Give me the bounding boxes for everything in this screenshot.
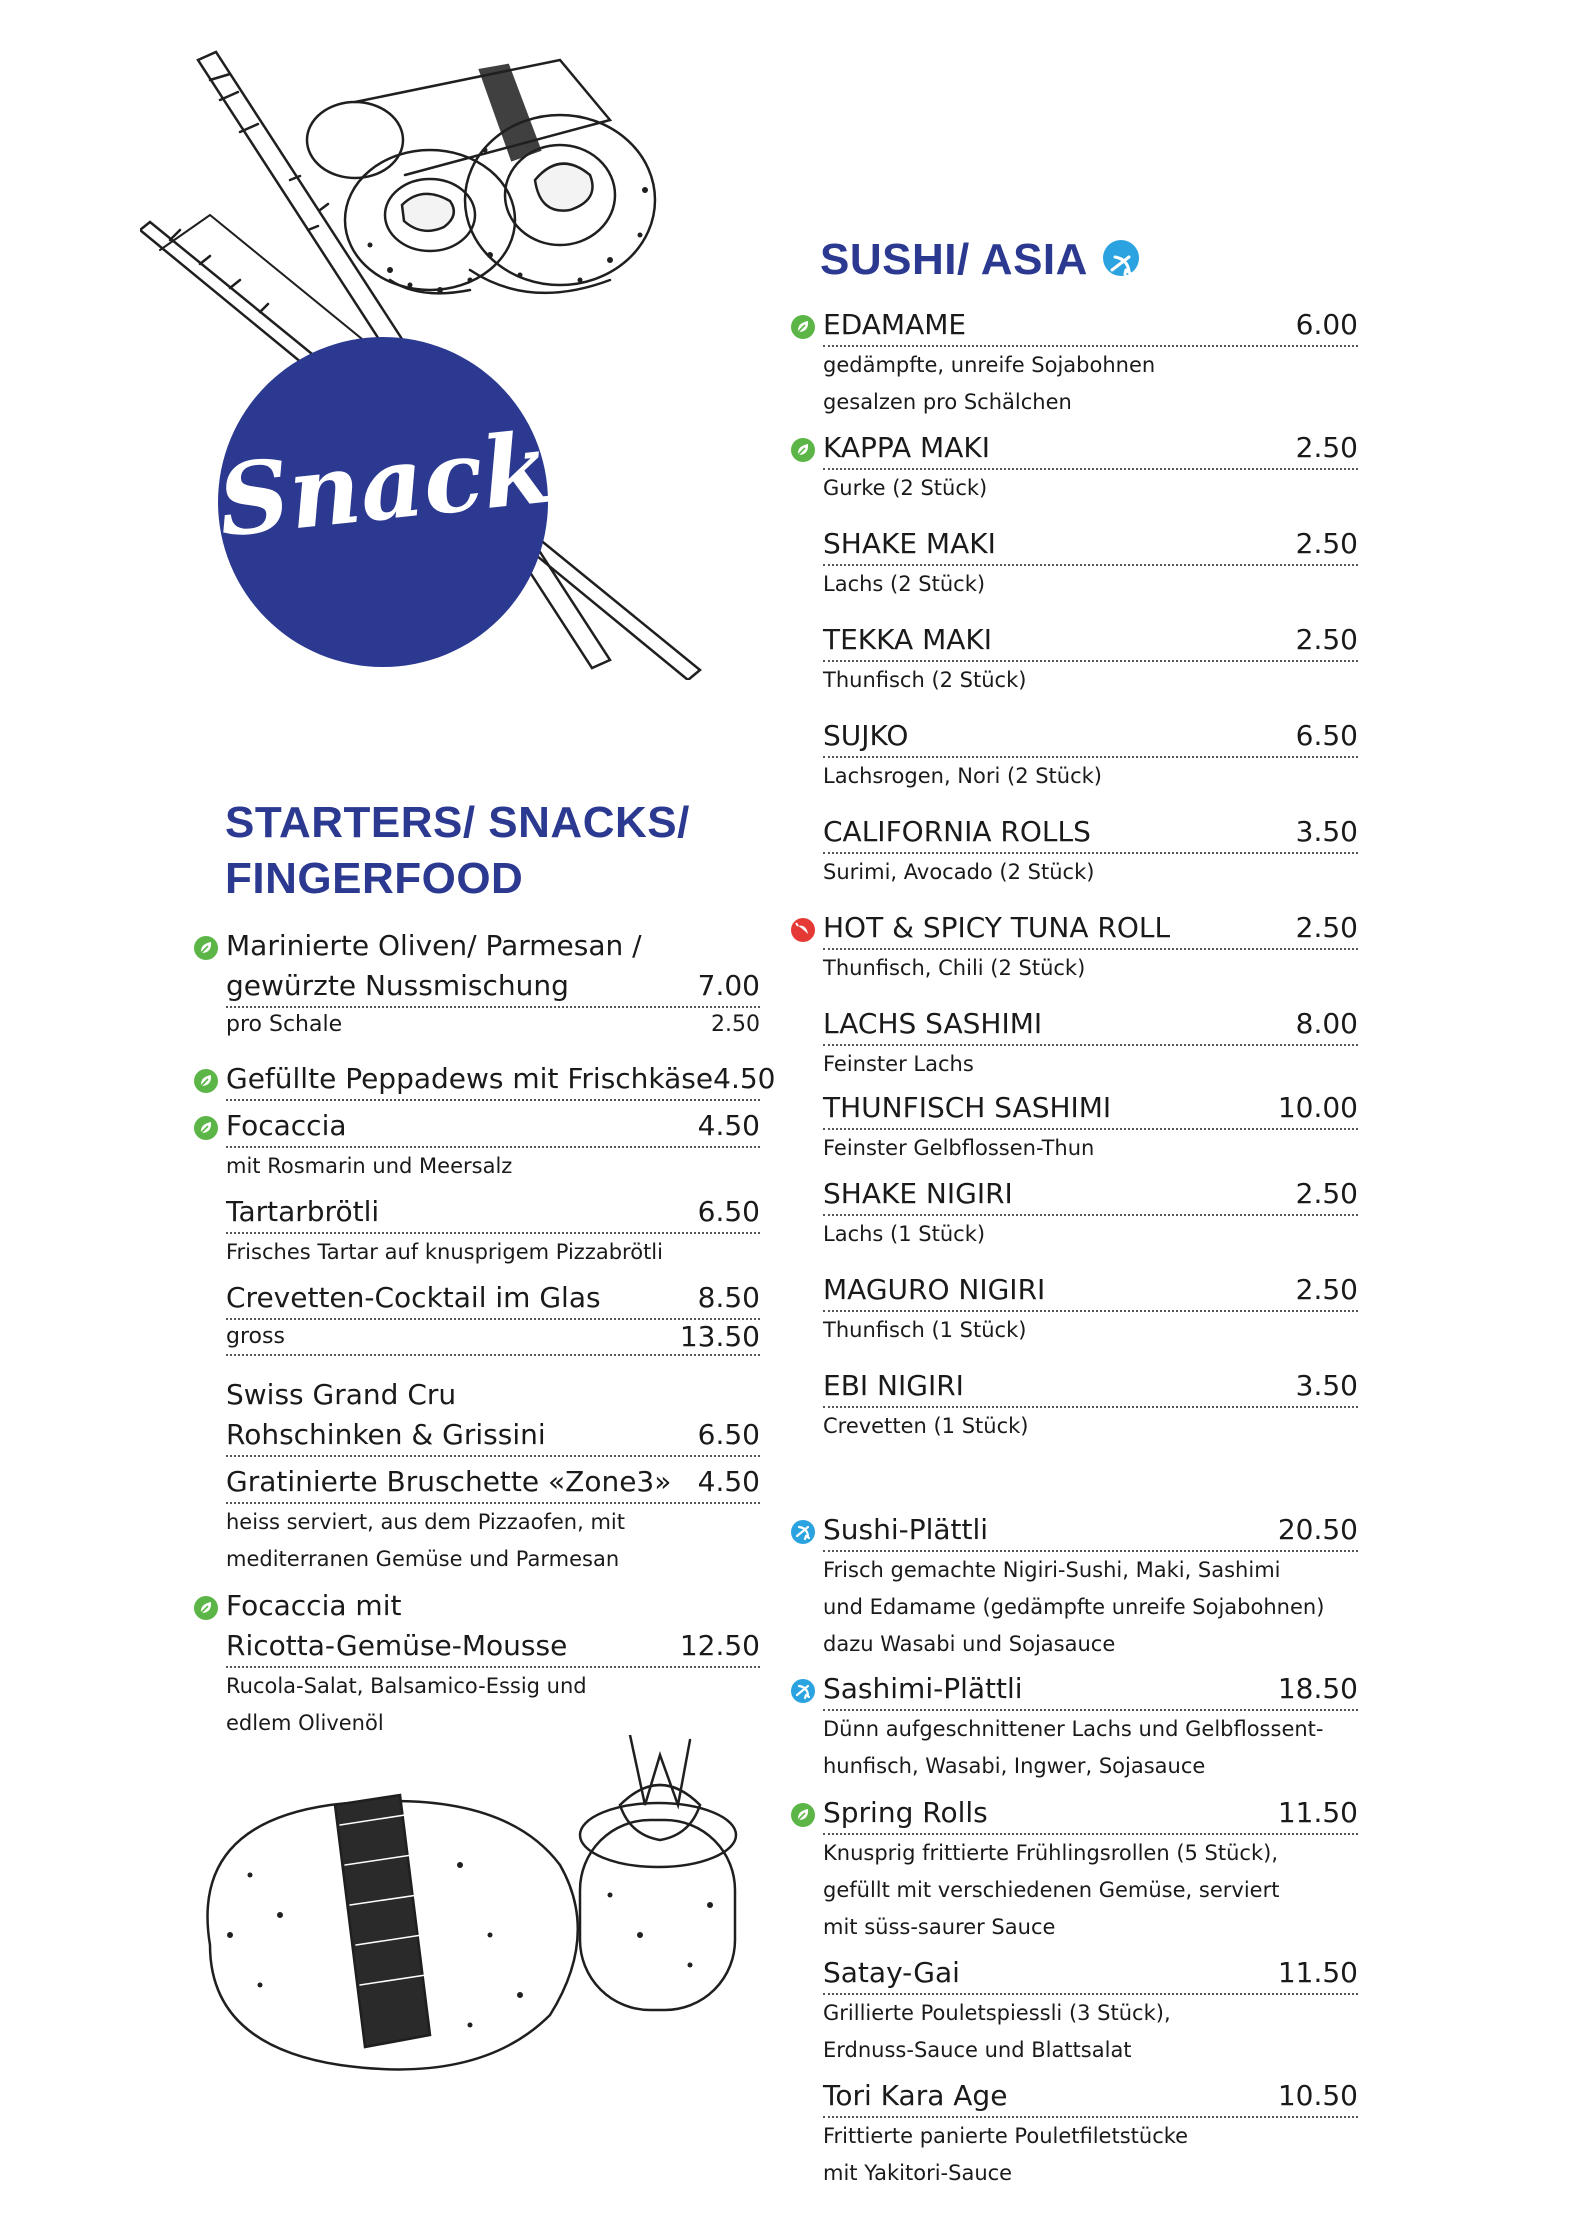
starter-item bbox=[226, 1586, 760, 1742]
leaf-icon bbox=[791, 1803, 815, 1827]
item-sub-name: pro Schale bbox=[226, 1012, 343, 1037]
sushi-item bbox=[823, 1088, 1358, 1167]
item-row bbox=[226, 1106, 760, 1148]
nigiri-illustration bbox=[190, 1735, 770, 2095]
leaf-icon bbox=[791, 315, 815, 339]
item-description: Knusprig frittierte Frühlingsrollen (5 Stück), bbox=[823, 1841, 1279, 1865]
item-sub-row bbox=[226, 1320, 760, 1356]
item-price: 8.50 bbox=[697, 1281, 760, 1314]
item-row bbox=[226, 966, 760, 1008]
item-price: 12.50 bbox=[679, 1629, 760, 1662]
item-description: Rucola-Salat, Balsamico-Essig und bbox=[226, 1674, 587, 1698]
item-sub-row bbox=[226, 1008, 760, 1042]
item-name: CALIFORNIA ROLLS bbox=[823, 815, 1091, 848]
item-row bbox=[226, 1415, 760, 1457]
item-description: Lachsrogen, Nori (2 Stück) bbox=[823, 764, 1102, 788]
item-sub-name: gross bbox=[226, 1324, 285, 1349]
item-description: dazu Wasabi und Sojasauce bbox=[823, 1632, 1116, 1656]
item-price: 2.50 bbox=[1295, 1177, 1358, 1210]
item-price: 3.50 bbox=[1295, 1369, 1358, 1402]
item-sub-price: 13.50 bbox=[679, 1320, 760, 1353]
item-price: 4.50 bbox=[697, 1109, 760, 1142]
item-name: Crevetten-Cocktail im Glas bbox=[226, 1281, 601, 1314]
item-description: mit süss-saurer Sauce bbox=[823, 1915, 1056, 1939]
item-name: Tartarbrötli bbox=[226, 1195, 380, 1228]
item-name: Ricotta-Gemüse-Mousse bbox=[226, 1629, 568, 1662]
item-description: Lachs (2 Stück) bbox=[823, 572, 986, 596]
item-description: mit Yakitori-Sauce bbox=[823, 2161, 1013, 2185]
platter-item bbox=[823, 1669, 1358, 1785]
item-name: Gefüllte Peppadews mit Frischkäse bbox=[226, 1062, 714, 1095]
sushi-item bbox=[823, 1174, 1358, 1253]
sushi-item bbox=[823, 524, 1358, 603]
platter-item bbox=[823, 2076, 1358, 2192]
item-row bbox=[823, 1366, 1358, 1408]
item-description: Crevetten (1 Stück) bbox=[823, 1414, 1029, 1438]
item-description: Thunfisch (1 Stück) bbox=[823, 1318, 1027, 1342]
sushi-item bbox=[823, 305, 1358, 421]
item-row bbox=[823, 1953, 1358, 1995]
item-name: Sashimi-Plättli bbox=[823, 1672, 1023, 1705]
item-name: Gratinierte Bruschette «Zone3» bbox=[226, 1465, 672, 1498]
item-price: 2.50 bbox=[1295, 431, 1358, 464]
sushi-item bbox=[823, 908, 1358, 987]
starters-title-line2: FINGERFOOD bbox=[225, 854, 524, 903]
item-description: Thunfisch, Chili (2 Stück) bbox=[823, 956, 1086, 980]
item-row bbox=[823, 1793, 1358, 1835]
item-description: gefüllt mit verschiedenen Gemüse, serviert bbox=[823, 1878, 1280, 1902]
item-description: und Edamame (gedämpfte unreife Sojabohnen) bbox=[823, 1595, 1325, 1619]
platter-item bbox=[823, 1953, 1358, 2069]
item-name: KAPPA MAKI bbox=[823, 431, 990, 464]
item-description: Gurke (2 Stück) bbox=[823, 476, 988, 500]
item-price: 2.50 bbox=[1295, 527, 1358, 560]
leaf-icon bbox=[194, 1596, 218, 1620]
item-price: 8.00 bbox=[1295, 1007, 1358, 1040]
item-description: Erdnuss-Sauce und Blattsalat bbox=[823, 2038, 1132, 2062]
item-description: Lachs (1 Stück) bbox=[823, 1222, 986, 1246]
item-row bbox=[823, 1270, 1358, 1312]
fish-icon bbox=[791, 1520, 815, 1544]
sushi-item bbox=[823, 1366, 1358, 1445]
item-description: Thunfisch (2 Stück) bbox=[823, 668, 1027, 692]
item-name-line1: Focaccia mit bbox=[226, 1589, 402, 1622]
item-description: hunfisch, Wasabi, Ingwer, Sojasauce bbox=[823, 1754, 1206, 1778]
item-description: gesalzen pro Schälchen bbox=[823, 390, 1072, 414]
item-name-line1: Swiss Grand Cru bbox=[226, 1378, 457, 1411]
item-row bbox=[226, 1192, 760, 1234]
item-row bbox=[226, 1278, 760, 1320]
item-description: Feinster Gelbflossen-Thun bbox=[823, 1136, 1095, 1160]
fish-icon bbox=[791, 1679, 815, 1703]
starter-item bbox=[226, 926, 760, 1042]
item-name: SHAKE NIGIRI bbox=[823, 1177, 1013, 1210]
item-name: MAGURO NIGIRI bbox=[823, 1273, 1046, 1306]
starters-title-line1: STARTERS/ SNACKS/ bbox=[225, 798, 690, 847]
item-sub-price: 2.50 bbox=[711, 1012, 760, 1037]
item-name: SUJKO bbox=[823, 719, 909, 752]
chili-icon bbox=[791, 918, 815, 942]
item-description: mediterranen Gemüse und Parmesan bbox=[226, 1547, 620, 1571]
item-name: TEKKA MAKI bbox=[823, 623, 993, 656]
item-row bbox=[823, 524, 1358, 566]
item-row bbox=[823, 2076, 1358, 2118]
leaf-icon bbox=[194, 1069, 218, 1093]
item-name: EDAMAME bbox=[823, 308, 967, 341]
sushi-item bbox=[823, 1004, 1358, 1083]
starters-section-title bbox=[225, 795, 690, 907]
item-description: heiss serviert, aus dem Pizzaofen, mit bbox=[226, 1510, 625, 1534]
item-row bbox=[823, 305, 1358, 347]
item-description: Surimi, Avocado (2 Stück) bbox=[823, 860, 1095, 884]
item-row bbox=[823, 716, 1358, 758]
item-row bbox=[823, 1669, 1358, 1711]
leaf-icon bbox=[791, 438, 815, 462]
item-price: 6.50 bbox=[697, 1418, 760, 1451]
item-name: HOT & SPICY TUNA ROLL bbox=[823, 911, 1171, 944]
item-row bbox=[823, 1174, 1358, 1216]
item-price: 2.50 bbox=[1295, 1273, 1358, 1306]
item-name-line1: Marinierte Oliven/ Parmesan / bbox=[226, 929, 642, 962]
item-row bbox=[823, 1004, 1358, 1046]
item-name: Sushi-Plättli bbox=[823, 1513, 989, 1546]
item-row bbox=[823, 1088, 1358, 1130]
item-row bbox=[823, 812, 1358, 854]
item-name: gewürzte Nussmischung bbox=[226, 969, 569, 1002]
fish-icon bbox=[1103, 240, 1139, 276]
item-description: Dünn aufgeschnittener Lachs und Gelbflossent- bbox=[823, 1717, 1324, 1741]
sushi-section-title bbox=[820, 232, 1139, 288]
item-name: THUNFISCH SASHIMI bbox=[823, 1091, 1112, 1124]
item-price: 10.50 bbox=[1277, 2079, 1358, 2112]
item-name: Rohschinken & Grissini bbox=[226, 1418, 546, 1451]
platter-item bbox=[823, 1510, 1358, 1663]
item-description: Feinster Lachs bbox=[823, 1052, 974, 1076]
item-name: Satay-Gai bbox=[823, 1956, 960, 1989]
starter-item bbox=[226, 1059, 776, 1101]
item-name: SHAKE MAKI bbox=[823, 527, 996, 560]
starter-item bbox=[226, 1462, 760, 1578]
item-description: Frittierte panierte Pouletfiletstücke bbox=[823, 2124, 1189, 2148]
item-price: 6.00 bbox=[1295, 308, 1358, 341]
item-name: LACHS SASHIMI bbox=[823, 1007, 1043, 1040]
item-name: Spring Rolls bbox=[823, 1796, 988, 1829]
sushi-item bbox=[823, 812, 1358, 891]
leaf-icon bbox=[194, 1116, 218, 1140]
starter-item bbox=[226, 1106, 760, 1185]
item-name: Tori Kara Age bbox=[823, 2079, 1008, 2112]
snacks-logo-text: Snacks bbox=[212, 404, 612, 560]
leaf-icon bbox=[194, 936, 218, 960]
item-row bbox=[823, 908, 1358, 950]
item-row bbox=[823, 428, 1358, 470]
starter-item bbox=[226, 1192, 760, 1271]
item-description: Frisches Tartar auf knusprigem Pizzabrötli bbox=[226, 1240, 663, 1264]
sushi-item bbox=[823, 1270, 1358, 1349]
sushi-title-text: SUSHI/ ASIA bbox=[820, 235, 1087, 284]
item-row bbox=[823, 1510, 1358, 1552]
item-price: 4.50 bbox=[697, 1465, 760, 1498]
item-row bbox=[226, 1626, 760, 1668]
starter-item bbox=[226, 1278, 760, 1356]
item-description: mit Rosmarin und Meersalz bbox=[226, 1154, 513, 1178]
platter-item bbox=[823, 1793, 1358, 1946]
item-price: 6.50 bbox=[1295, 719, 1358, 752]
item-name: Focaccia bbox=[226, 1109, 347, 1142]
sushi-item bbox=[823, 716, 1358, 795]
item-description: edlem Olivenöl bbox=[226, 1711, 384, 1735]
item-description: Grillierte Pouletspiessli (3 Stück), bbox=[823, 2001, 1171, 2025]
sushi-item bbox=[823, 620, 1358, 699]
item-row bbox=[823, 620, 1358, 662]
item-price: 20.50 bbox=[1277, 1513, 1358, 1546]
item-price: 6.50 bbox=[697, 1195, 760, 1228]
item-price: 2.50 bbox=[1295, 911, 1358, 944]
snacks-logo bbox=[212, 337, 612, 667]
item-price: 10.00 bbox=[1277, 1091, 1358, 1124]
sushi-item bbox=[823, 428, 1358, 507]
item-price: 7.00 bbox=[697, 969, 760, 1002]
item-description: gedämpfte, unreife Sojabohnen bbox=[823, 353, 1156, 377]
item-price: 18.50 bbox=[1277, 1672, 1358, 1705]
item-name: EBI NIGIRI bbox=[823, 1369, 964, 1402]
item-description: Frisch gemachte Nigiri-Sushi, Maki, Sashimi bbox=[823, 1558, 1281, 1582]
item-price: 11.50 bbox=[1277, 1796, 1358, 1829]
item-price: 11.50 bbox=[1277, 1956, 1358, 1989]
item-price: 2.50 bbox=[1295, 623, 1358, 656]
item-row bbox=[226, 1462, 760, 1504]
item-price: 3.50 bbox=[1295, 815, 1358, 848]
starter-item bbox=[226, 1375, 760, 1457]
item-price: 4.50 bbox=[713, 1062, 776, 1095]
item-row bbox=[226, 1059, 776, 1101]
